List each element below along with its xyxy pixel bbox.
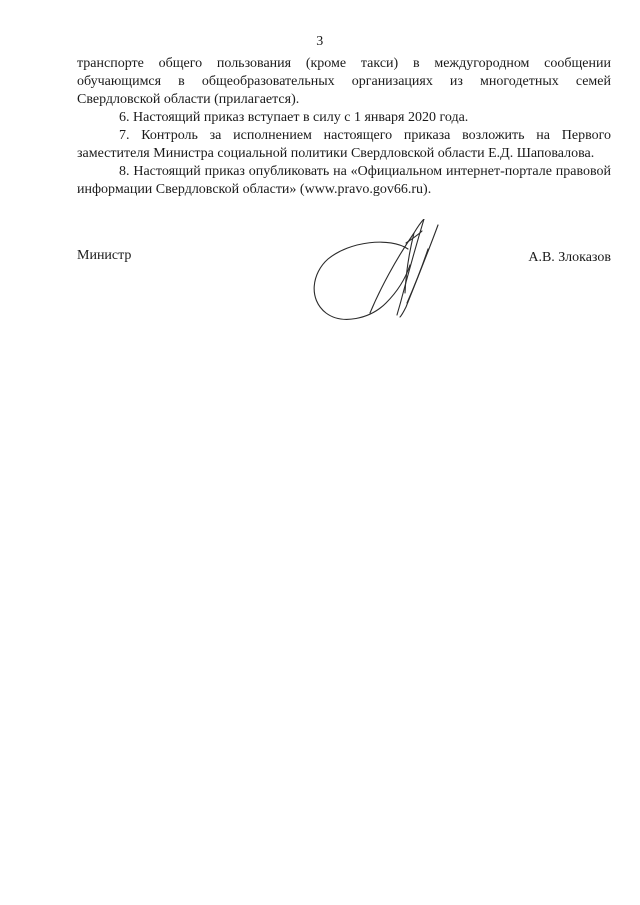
handwritten-signature xyxy=(310,219,440,347)
page-number: 3 xyxy=(316,34,324,49)
paragraph-7: 7. Контроль за исполнением настоящего приказа возложить на Первого заместителя Министра социальной политики Свердловской области Е.Д. Шаповалова. xyxy=(77,128,611,161)
signature-block xyxy=(77,247,611,357)
paragraph-6: 6. Настоящий приказ вступает в силу с 1 января 2020 года. xyxy=(119,110,469,125)
paragraph-continuation: транспорте общего пользования (кроме такси) в междугородном сообщении обучающимся в общеобразовательных организациях из многодетных семей Свердловской области (прилагается). xyxy=(77,56,611,107)
signatory-title: Министр xyxy=(77,248,132,263)
document-body xyxy=(77,55,611,199)
paragraph-8: 8. Настоящий приказ опубликовать на «Официальном интернет-портале правовой информации Свердловской области» (www.pravo.gov66.ru). xyxy=(77,164,611,197)
signatory-name: А.В. Злоказов xyxy=(528,250,611,265)
